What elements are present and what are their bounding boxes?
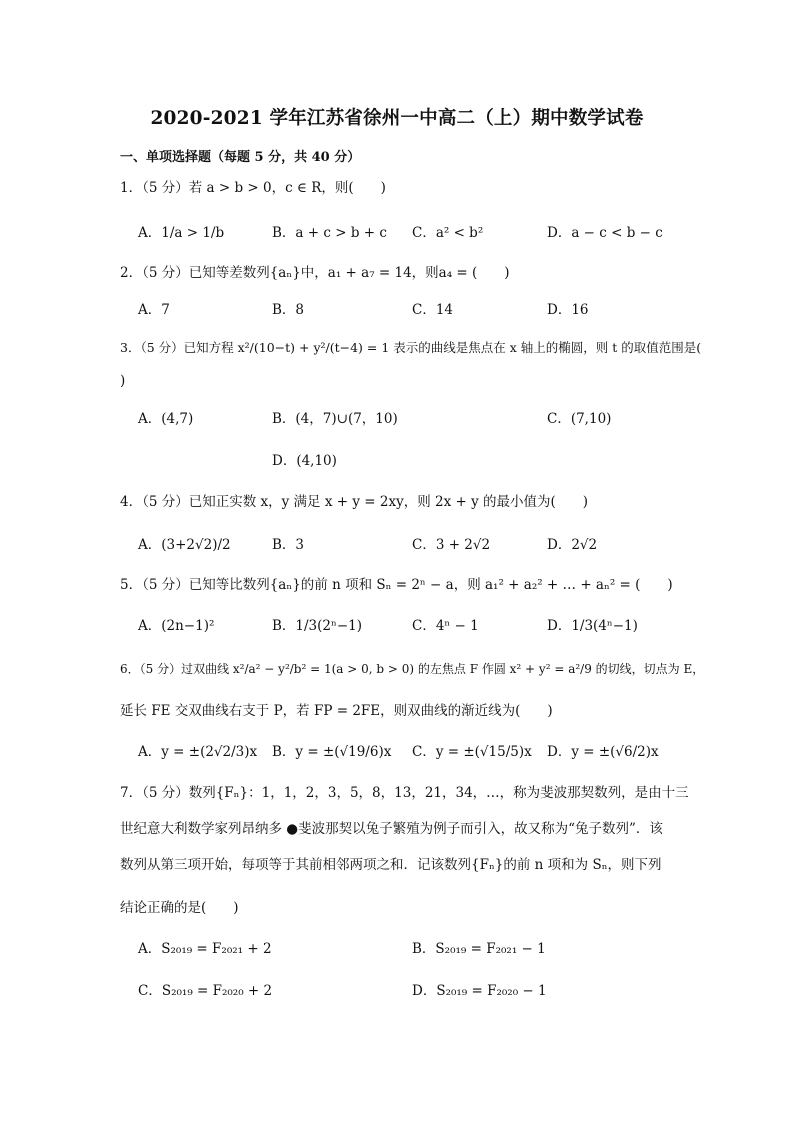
- question-3-stem-cont: ): [120, 373, 126, 389]
- question-3-option-b: B．(4，7)∪(7，10): [272, 411, 398, 427]
- question-5-option-d: D．1/3(4ⁿ−1): [547, 618, 638, 634]
- question-4-option-b: B．3: [272, 537, 305, 553]
- question-7-option-c: C．S₂₀₁₉ = F₂₀₂₀ + 2: [138, 983, 273, 999]
- question-1-option-c: C．a² < b²: [412, 225, 484, 241]
- question-7-option-d: D．S₂₀₁₉ = F₂₀₂₀ − 1: [412, 983, 547, 999]
- question-6-option-c: C．y = ±(√15/5)x: [412, 744, 532, 760]
- question-1-option-d: D．a − c < b − c: [547, 225, 663, 241]
- question-4-option-c: C．3 + 2√2: [412, 537, 491, 553]
- question-2-option-c: C．14: [412, 302, 454, 318]
- question-7-option-b: B．S₂₀₁₉ = F₂₀₂₁ − 1: [412, 941, 546, 957]
- question-7-stem-4: 结论正确的是( ): [120, 900, 239, 916]
- question-5-option-a: A．(2n−1)²: [138, 618, 215, 634]
- question-5-option-b: B．1/3(2ⁿ−1): [272, 618, 363, 634]
- question-7-option-a: A．S₂₀₁₉ = F₂₀₂₁ + 2: [138, 941, 272, 957]
- question-4-option-a: A．(3+2√2)/2: [138, 537, 231, 553]
- question-6-stem-cont: 延长 FE 交双曲线右支于 P，若 FP = 2FE，则双曲线的渐近线为( ): [120, 703, 553, 719]
- question-7-stem-3: 数列从第三项开始，每项等于其前相邻两项之和．记该数列{Fₙ}的前 n 项和为 Sₙ，则下列: [120, 857, 662, 873]
- page-title: 2020-2021 学年江苏省徐州一中高二（上）期中数学试卷: [150, 108, 644, 129]
- question-4-stem: 4．（5 分）已知正实数 x，y 满足 x + y = 2xy，则 2x + y 的最小值为( ): [120, 494, 589, 510]
- question-6-option-a: A．y = ±(2√2/3)x: [138, 744, 258, 760]
- question-4-option-d: D．2√2: [547, 537, 598, 553]
- question-6-option-d: D．y = ±(√6/2)x: [547, 744, 659, 760]
- question-3-stem: 3．（5 分）已知方程 x²/(10−t) + y²/(t−4) = 1 表示的曲线是焦点在 x 轴上的椭圆，则 t 的取值范围是(: [120, 340, 702, 355]
- question-2-stem: 2．（5 分）已知等差数列{aₙ}中，a₁ + a₇ = 14，则a₄ = ( ): [120, 265, 510, 281]
- question-5-stem: 5．（5 分）已知等比数列{aₙ}的前 n 项和 Sₙ = 2ⁿ − a，则 a₁² + a₂² + … + aₙ² = ( ): [120, 577, 673, 593]
- section-heading: 一、单项选择题（每题 5 分，共 40 分）: [120, 150, 361, 165]
- question-6-option-b: B．y = ±(√19/6)x: [272, 744, 392, 760]
- question-3-option-c: C．(7,10): [547, 411, 612, 427]
- question-5-option-c: C．4ⁿ − 1: [412, 618, 479, 634]
- question-2-option-d: D．16: [547, 302, 589, 318]
- question-1-stem: 1．（5 分）若 a > b > 0，c ∈ R，则( ): [120, 180, 386, 196]
- question-1-option-b: B．a + c > b + c: [272, 225, 387, 241]
- question-1-option-a: A．1/a > 1/b: [138, 225, 225, 241]
- question-3-option-d: D．(4,10): [272, 453, 337, 469]
- question-7-stem-2: 世纪意大利数学家列昂纳多 ●斐波那契以兔子繁殖为例子而引入，故又称为“兔子数列”．该: [120, 821, 663, 837]
- question-6-stem: 6．（5 分）过双曲线 x²/a² − y²/b² = 1(a > 0, b > 0) 的左焦点 F 作圆 x² + y² = a²/9 的切线，切点为 E，: [120, 662, 705, 676]
- question-7-stem-1: 7．（5 分）数列{Fₙ}：1，1，2，3，5，8，13，21，34，…，称为斐波那契数列，是由十三: [120, 785, 689, 801]
- question-3-option-a: A．(4,7): [138, 411, 194, 427]
- question-2-option-a: A．7: [138, 302, 170, 318]
- question-2-option-b: B．8: [272, 302, 305, 318]
